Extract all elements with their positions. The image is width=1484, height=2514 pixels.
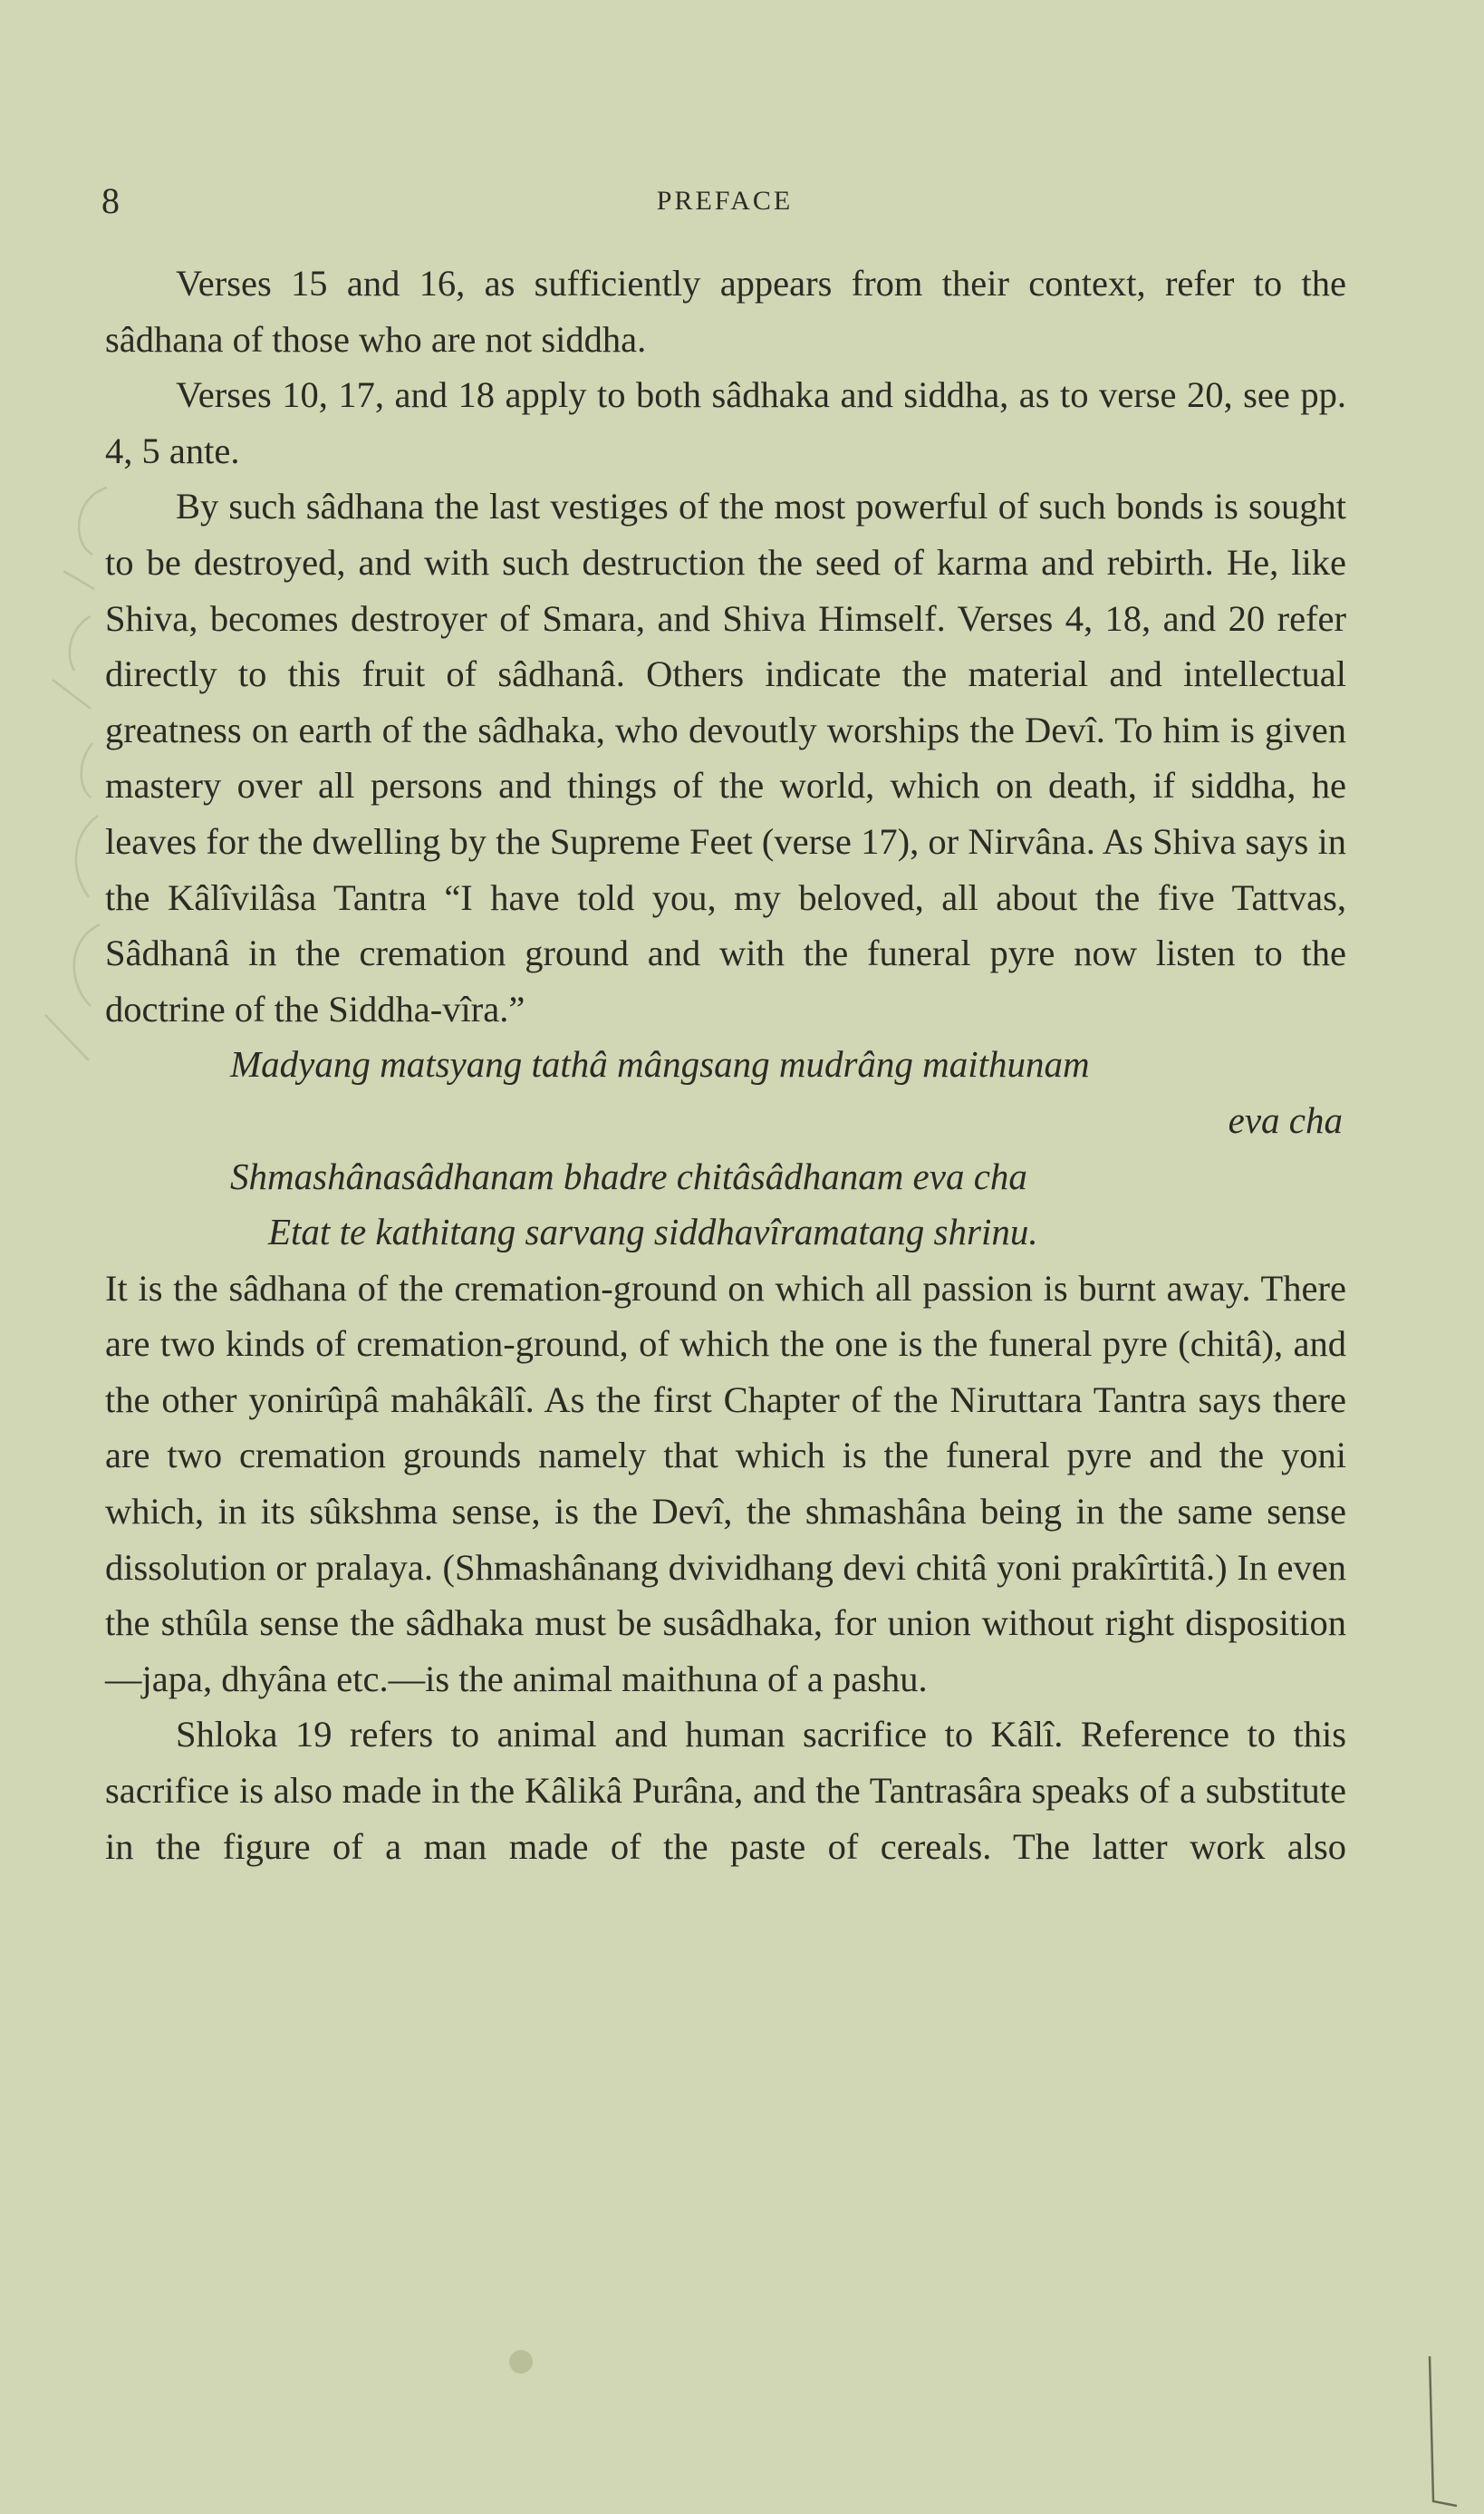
page-number: 8 xyxy=(101,180,120,221)
body-text xyxy=(105,256,1346,1874)
paper-speck xyxy=(509,2350,533,2374)
paragraph: Shloka 19 refers to animal and human sacrifice to Kâlî. Reference to this sacrifice is also made in the Kâlikâ Purâna, and the Tantrasâra speaks of a substitute in the figure of a man made of the paste of cereals. The latter work also xyxy=(105,1714,1346,1867)
edge-mark xyxy=(1413,2320,1477,2510)
paragraph: It is the sâdhana of the cremation-ground on which all passion is burnt away. There are two kinds of cremation-ground, of which the one is the funeral pyre (chitâ), and the other yonirûpâ mahâkâlî. As the first Chapter of the Niruttara Tantra says there are two cremation grounds namely that which is the funeral pyre and the yoni which, in its sûkshma sense, is the Devî, the shmashâna being in the same sense dissolution or pralaya. (Shmashânang dvividhang devi chitâ yoni prakîrtitâ.) In even the sthûla sense the sâdhaka must be susâdhaka, for union without right disposition—japa, dhyâna etc.—is the animal maithuna of a pashu. xyxy=(105,1267,1346,1699)
paragraph: By such sâdhana the last vestiges of the most powerful of such bonds is sought to be destroyed, and with such destruction the seed of karma and rebirth. He, like Shiva, becomes destroyer of Smara, and Shiva Himself. Verses 4, 18, and 20 refer directly to this fruit of sâdhanâ. Others indicate the material and intellectual greatness on earth of the sâdhaka, who devoutly worships the Devî. To him is given mastery over all persons and things of the world, which on death, if siddha, he leaves for the dwelling by the Supreme Feet (verse 17), or Nirvâna. As Shiva says in the Kâlîvilâsa Tantra “I have told you, my beloved, all about the five Tattvas, Sâdhanâ in the cremation ground and with the funeral pyre now listen to the doctrine of the Siddha-vîra.” xyxy=(105,486,1346,1030)
verse-line: Shmashânasâdhanam bhadre chitâsâdhanam eva cha xyxy=(230,1155,1027,1197)
verse-line: Etat te kathitang sarvang siddhavîramatang shrinu. xyxy=(268,1211,1038,1253)
verse-line: eva cha xyxy=(1228,1098,1343,1141)
paragraph: Verses 15 and 16, as sufficiently appears from their context, refer to the sâdhana of those who are not siddha. xyxy=(105,263,1346,360)
running-title: PREFACE xyxy=(656,186,794,216)
verse-line: Madyang matsyang tathâ mângsang mudrâng maithunam xyxy=(230,1043,1090,1086)
paragraph: Verses 10, 17, and 18 apply to both sâdhaka and siddha, as to verse 20, see pp. 4, 5 ante. xyxy=(105,374,1346,471)
page-header xyxy=(101,178,1348,225)
sanskrit-verse xyxy=(105,1037,1346,1260)
